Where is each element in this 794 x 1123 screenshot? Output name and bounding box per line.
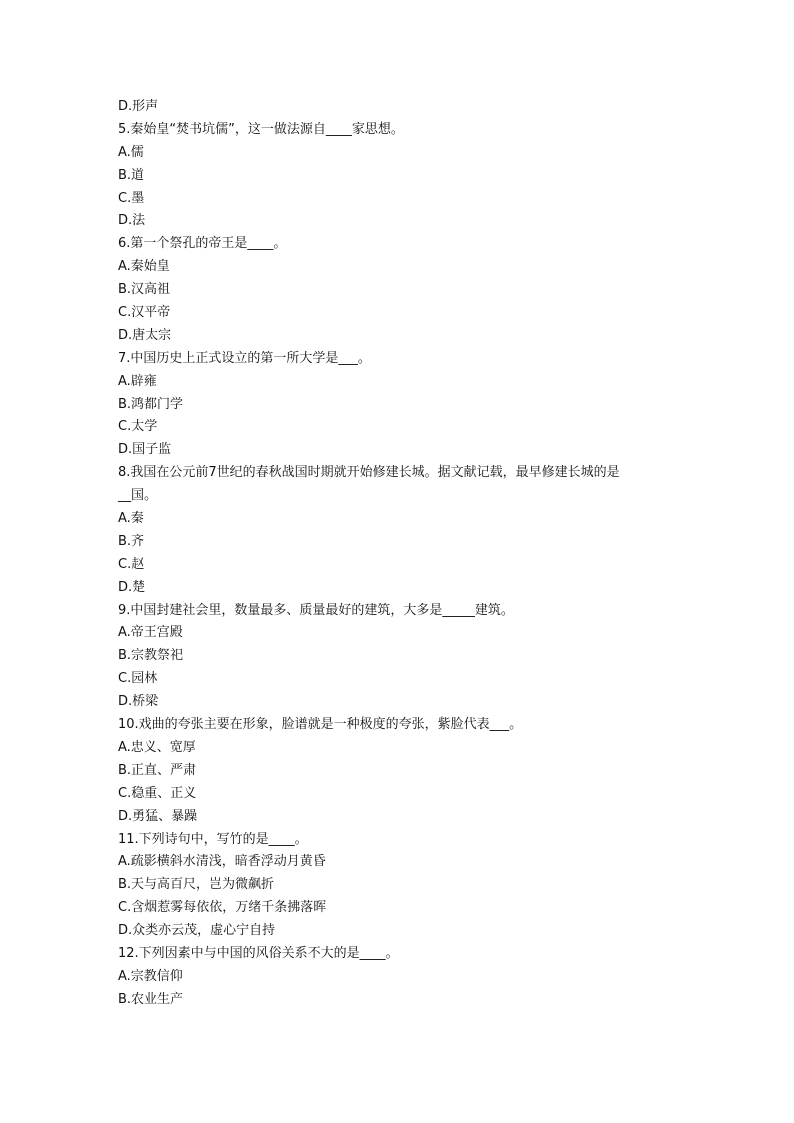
- option-line: C.太学: [118, 419, 158, 435]
- option-line: C.赵: [118, 556, 145, 572]
- option-line: D.唐太宗: [118, 327, 172, 343]
- option-line: C.稳重、正义: [118, 785, 197, 801]
- option-line: B.齐: [118, 533, 145, 549]
- option-line: A.辟雍: [118, 373, 157, 389]
- question-line: 12.下列因素中与中国的风俗关系不大的是____。: [118, 945, 399, 961]
- option-line: B.汉高祖: [118, 282, 171, 298]
- option-line: A.儒: [118, 144, 144, 160]
- option-line: D.形声: [118, 99, 159, 114]
- option-line: A.秦: [118, 511, 144, 527]
- question-line: 5.秦始皇“焚书坑儒”，这一做法源自____家思想。: [118, 121, 404, 137]
- option-line: A.秦始皇: [118, 259, 170, 275]
- option-line: D.法: [118, 213, 146, 229]
- option-line: C.园林: [118, 671, 158, 687]
- question-line-continued: __国。: [118, 488, 158, 504]
- question-line: 10.戏曲的夸张主要在形象，脸谱就是一种极度的夸张，紫脸代表___。: [118, 717, 523, 733]
- option-line: B.宗教祭祀: [118, 648, 184, 664]
- option-line: A.帝王宫殿: [118, 625, 183, 641]
- option-line: B.正直、严肃: [118, 762, 197, 778]
- option-line: D.国子监: [118, 442, 172, 458]
- question-line: 11.下列诗句中，写竹的是____。: [118, 831, 308, 847]
- option-line: D.楚: [118, 579, 146, 595]
- option-line: D.桥梁: [118, 694, 159, 710]
- option-line: B.道: [118, 167, 145, 183]
- option-line: B.农业生产: [118, 991, 184, 1007]
- option-line: C.墨: [118, 190, 145, 206]
- question-line: 8.我国在公元前7世纪的春秋战国时期就开始修建长城。据文献记载，最早修建长城的是: [118, 465, 620, 481]
- option-line: B.鸿都门学: [118, 396, 184, 412]
- question-line: 9.中国封建社会里，数量最多、质量最好的建筑，大多是_____建筑。: [118, 602, 514, 618]
- option-line: D.勇猛、暴躁: [118, 808, 198, 824]
- option-line: A.忠义、宽厚: [118, 739, 196, 755]
- option-line: C.汉平帝: [118, 305, 171, 321]
- option-line: D.众类亦云茂，虚心宁自持: [118, 923, 276, 939]
- question-line: 7.中国历史上正式设立的第一所大学是___。: [118, 350, 371, 366]
- option-line: A.宗教信仰: [118, 968, 183, 984]
- option-line: B.天与高百尺，岂为微飙折: [118, 877, 275, 893]
- option-line: C.含烟惹雾每依依，万绪千条拂落晖: [118, 900, 327, 916]
- option-line: A.疏影横斜水清浅，暗香浮动月黄昏: [118, 854, 326, 870]
- question-line: 6.第一个祭孔的帝王是____。: [118, 236, 287, 252]
- document-page: [118, 96, 688, 1012]
